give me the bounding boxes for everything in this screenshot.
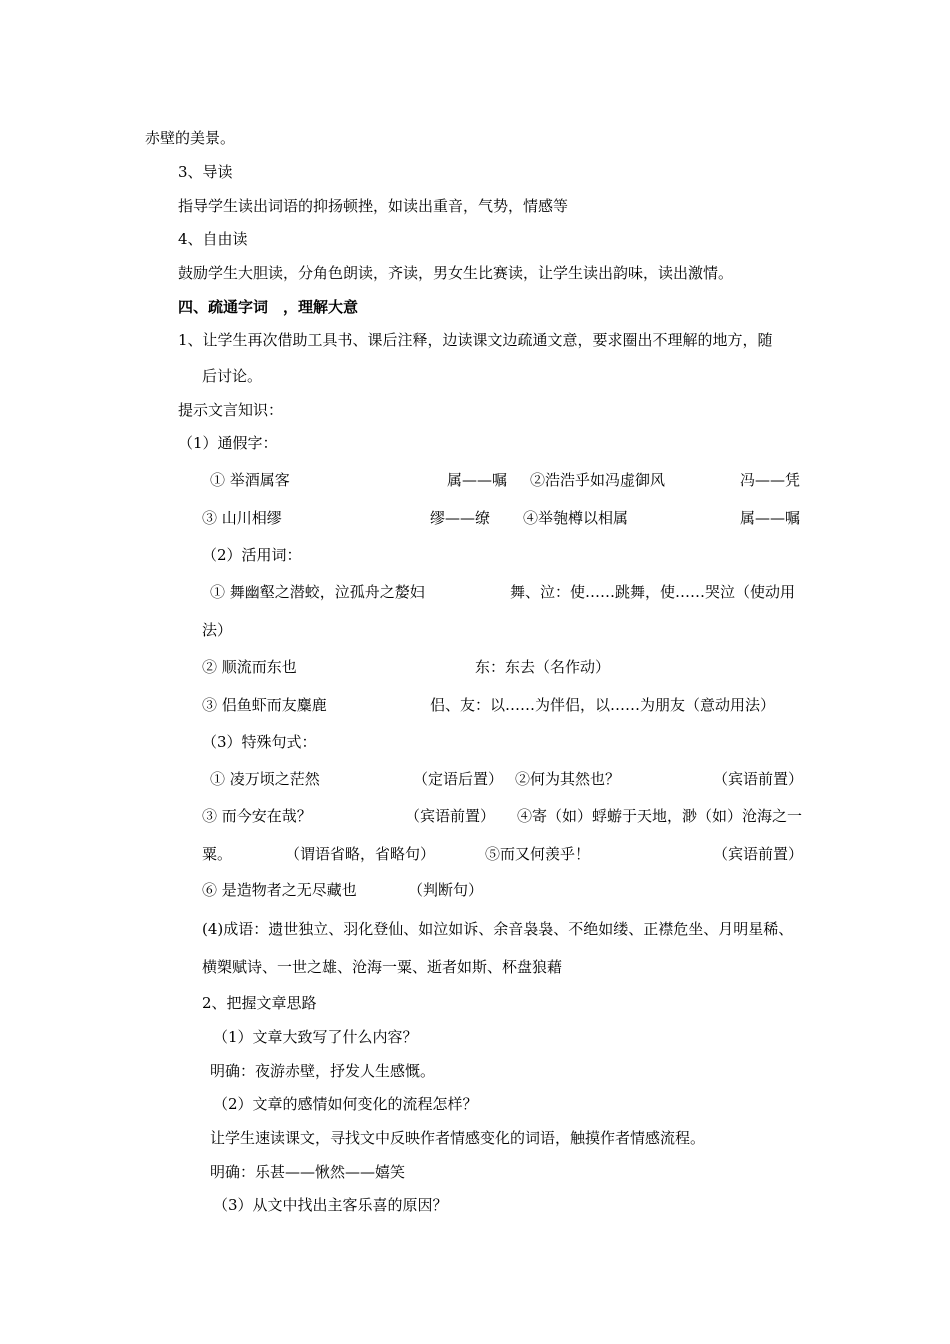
text-line: 横槊赋诗、一世之雄、沧海一粟、逝者如斯、杯盘狼藉 [202, 958, 563, 976]
example-item: ③ 而今安在哉？ [202, 807, 312, 825]
example-item: ⑥ 是造物者之无尽藏也 [202, 881, 357, 899]
example-item: ③ 山川相缪 [202, 509, 282, 527]
example-note: （判断句） [408, 881, 484, 899]
subsection-heading: （2）活用词： [202, 546, 302, 564]
example-note: （定语后置） [413, 770, 504, 788]
section-heading: 3、导读 [178, 163, 233, 181]
example-note: （宾语前置） [405, 807, 496, 825]
text-line: 粟。 [202, 845, 233, 863]
answer: 明确：乐甚——愀然——嬉笑 [210, 1163, 406, 1181]
section-heading: 4、自由读 [178, 230, 248, 248]
example-note: 东：东去（名作动） [475, 658, 611, 676]
example-item: ③ 侣鱼虾而友麋鹿 [202, 696, 327, 714]
text-line: 鼓励学生大胆读，分角色朗读，齐读，男女生比赛读，让学生读出韵味，读出激情。 [178, 264, 734, 282]
text-line: 法） [202, 621, 233, 639]
question: （2）文章的感情如何变化的流程怎样？ [213, 1095, 478, 1113]
text-line: 让学生速读课文，寻找文中反映作者情感变化的词语，触摸作者情感流程。 [210, 1129, 706, 1147]
example-note: 侣、友：以……为伴侣，以……为朋友（意动用法） [430, 696, 776, 714]
example-note: 舞、泣：使……跳舞，使……哭泣（使动用 [510, 583, 796, 601]
example-item: ① 凌万顷之茫然 [210, 770, 320, 788]
text-line: 指导学生读出词语的抑扬顿挫，如读出重音，气势，情感等 [178, 197, 569, 215]
text-line: 1、让学生再次借助工具书、课后注释，边读课文边疏通文意，要求圈出不理解的地方，随 [178, 331, 773, 349]
example-item: ① 举酒属客 [210, 471, 290, 489]
example-note: （宾语前置） [713, 845, 804, 863]
example-item: ④举匏樽以相属 [523, 509, 629, 527]
example-note: （谓语省略，省略句） [285, 845, 436, 863]
text-line: 提示文言知识： [178, 401, 284, 419]
example-note: 属——嘱 [740, 509, 801, 527]
example-item: ②浩浩乎如冯虚御风 [530, 471, 666, 489]
example-note: 缪——缭 [430, 509, 491, 527]
example-note: 冯——凭 [740, 471, 801, 489]
example-item: ④寄（如）蜉蝣于天地，渺（如）沧海之一 [517, 807, 803, 825]
example-item: ②何为其然也？ [515, 770, 621, 788]
example-item: ① 舞幽壑之潜蛟，泣孤舟之嫠妇 [210, 583, 425, 601]
subsection-heading: （1）通假字： [178, 434, 278, 452]
example-note: 属——嘱 [447, 471, 508, 489]
answer: 明确：夜游赤壁，抒发人生感慨。 [210, 1062, 436, 1080]
section-title: 四、疏通字词 ，理解大意 [178, 298, 359, 316]
question: （1）文章大致写了什么内容？ [213, 1028, 418, 1046]
text-line: (4)成语：遗世独立、羽化登仙、如泣如诉、余音袅袅、不绝如缕、正襟危坐、月明星稀、 [202, 920, 794, 938]
text-line: 后讨论。 [202, 367, 263, 385]
example-item: ⑤而又何羡乎！ [485, 845, 591, 863]
text-line: 赤壁的美景。 [145, 129, 236, 147]
example-item: ② 顺流而东也 [202, 658, 297, 676]
section-heading: 2、把握文章思路 [202, 994, 317, 1012]
subsection-heading: （3）特殊句式： [202, 733, 317, 751]
question: （3）从文中找出主客乐喜的原因？ [213, 1196, 448, 1214]
example-note: （宾语前置） [713, 770, 804, 788]
